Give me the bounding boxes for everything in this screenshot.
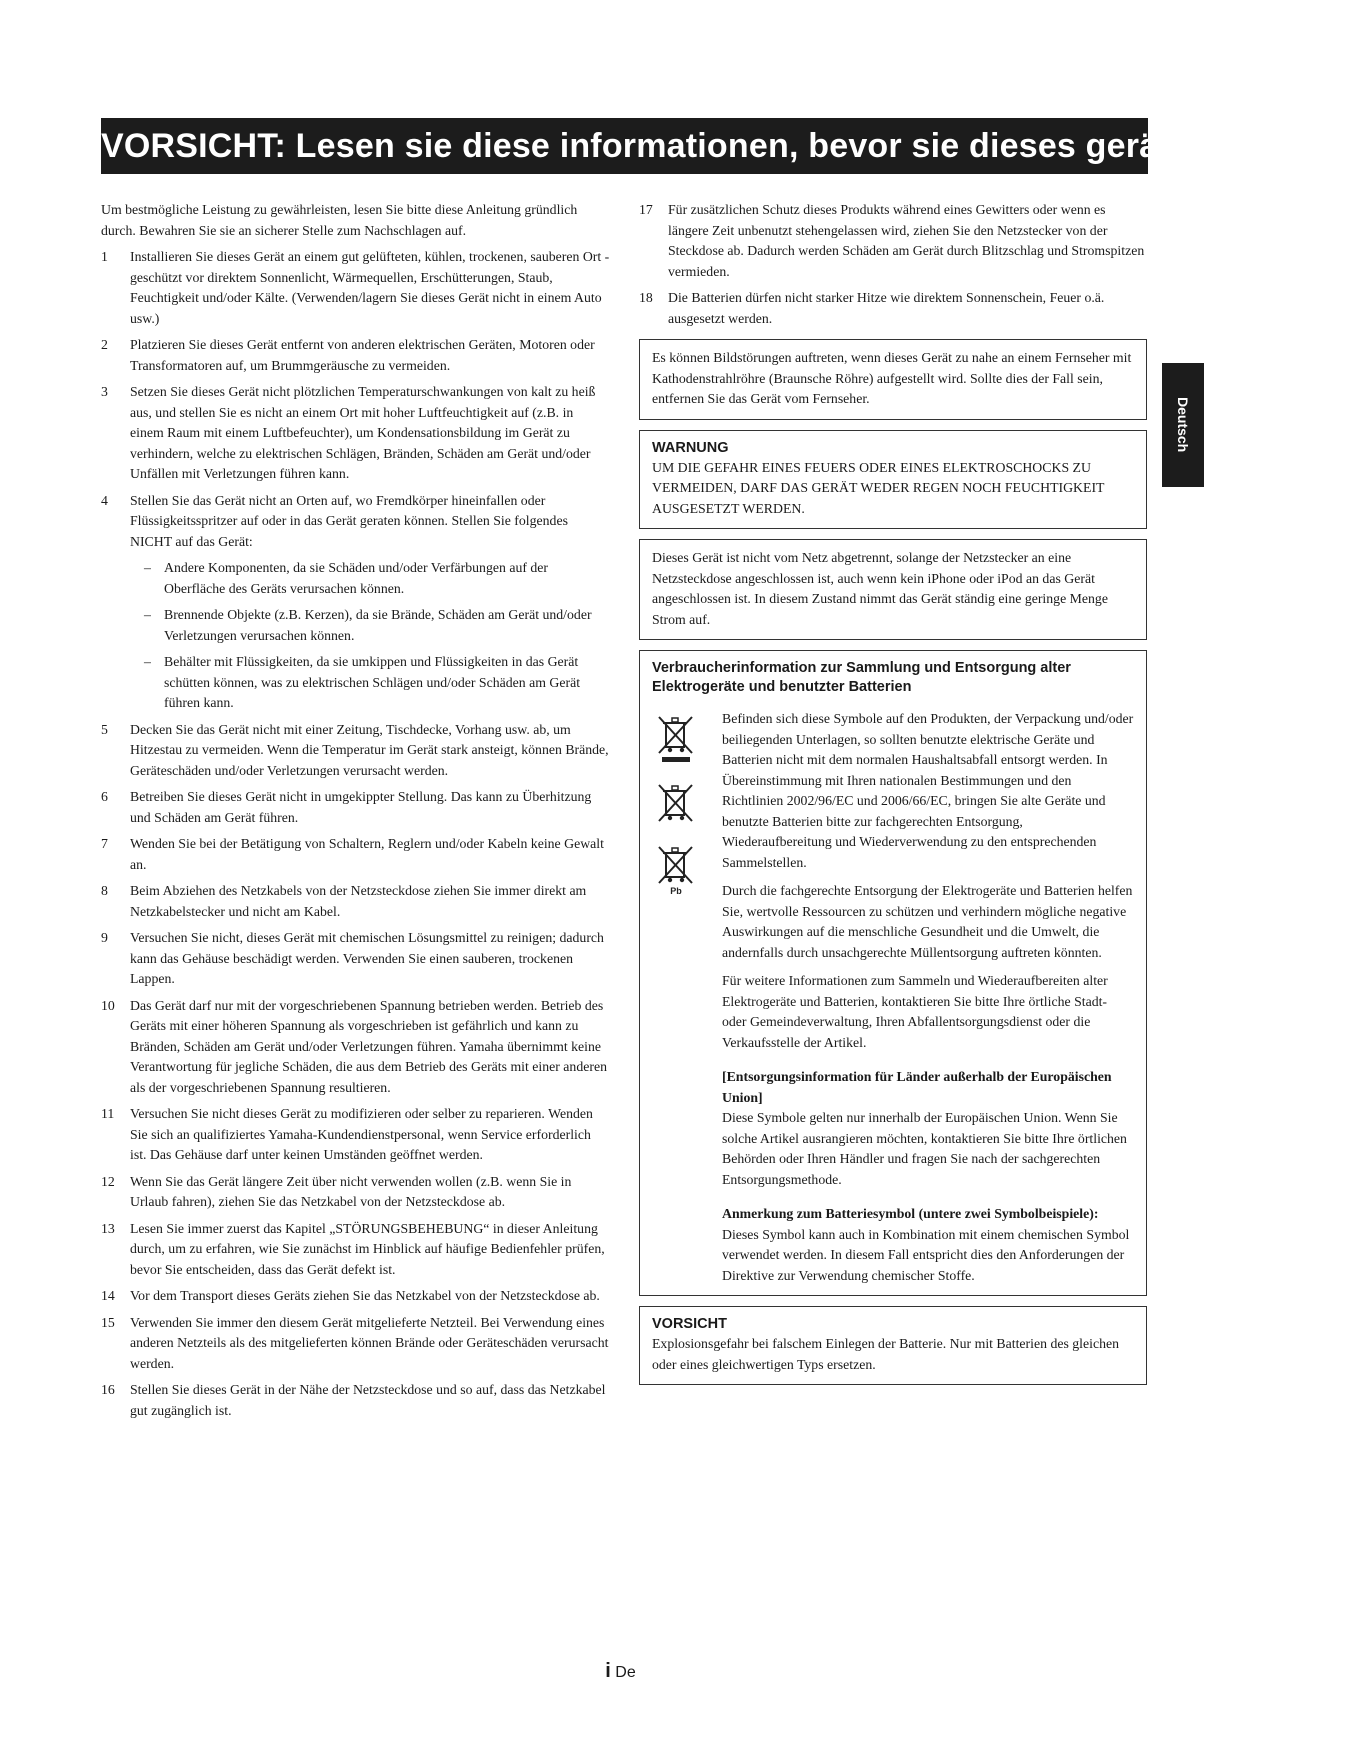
item-number: 7 <box>101 836 108 851</box>
item-number: 2 <box>101 337 108 352</box>
list-item <box>101 247 610 329</box>
item-number: 3 <box>101 384 108 399</box>
item-text: Setzen Sie dieses Gerät nicht plötzlichen Temperaturschwankungen von kalt zu heiß aus, und stellen Sie es nicht an einem Ort mit hoher Luftfeuchtigkeit auf (z.B. in einem Raum mit einem Luftbefeuchter), um Kondensationsbildung im Gerät zu verhindern, welche zu elektrischen Schlägen, Bränden, Schäden am Gerät und/oder Unfällen mit Verletzungen führen kann. <box>130 384 596 481</box>
crossed-bin-battery-icon <box>654 779 698 829</box>
item-number: 1 <box>101 249 108 264</box>
item-number: 9 <box>101 930 108 945</box>
sub-item-text: Andere Komponenten, da sie Schäden und/oder Verfärbungen auf der Oberfläche des Geräts verursachen können. <box>164 560 549 596</box>
list-item <box>101 1313 610 1375</box>
warning-text: UM DIE GEFAHR EINES FEUERS ODER EINES ELEKTROSCHOCKS ZU VERMEIDEN, DARF DAS GERÄT WEDER REGEN NOCH FEUCHTIGKEIT AUSGESETZT WERDEN. <box>652 459 1105 516</box>
warning-heading: WARNUNG <box>652 439 729 456</box>
item-number: 4 <box>101 492 108 508</box>
list-item <box>101 1172 610 1213</box>
weee-symbols <box>652 709 722 1286</box>
item-text: Beim Abziehen des Netzkabels von der Netzsteckdose ziehen Sie immer direkt am Netzkabelstecker und nicht am Kabel. <box>130 883 587 919</box>
list-item <box>639 200 1147 282</box>
sub-list-item: – Andere Komponenten, da sie Schäden und/oder Verfärbungen auf der Oberfläche des Geräts verursachen können. <box>144 560 549 596</box>
pb-label: Pb <box>670 886 682 896</box>
item-text: Für zusätzlichen Schutz dieses Produkts während eines Gewitters oder wenn es längere Zeit unbenutzt stehengelassen wird, ziehen Sie den Netzstecker von der Steckdose ab. Dadurch werden Schäden am Gerät durch Blitzschlag und Stromspitzen vermieden. <box>668 202 1145 279</box>
battery-symbol-text: Dieses Symbol kann auch in Kombination mit einem chemischen Symbol verwendet werden. In diesem Fall entspricht dies den Anforderungen der Direktive zur Verwendung chemischer Stoffe. <box>722 1226 1130 1283</box>
disposal-heading: Verbraucherinformation zur Sammlung und Entsorgung alter Elektrogeräte und benutzter Batterien <box>652 660 1071 695</box>
tv-interference-box <box>639 339 1147 420</box>
sub-list <box>140 558 610 714</box>
item-text: Die Batterien dürfen nicht starker Hitze wie direktem Sonnenschein, Feuer o.ä. ausgesetzt werden. <box>668 290 1105 326</box>
item-number: 8 <box>101 883 108 898</box>
disposal-text <box>722 709 1134 1286</box>
disposal-box <box>639 650 1147 1296</box>
right-column <box>639 200 1147 1395</box>
list-item <box>101 996 610 1099</box>
item-number: 18 <box>639 290 653 305</box>
disposal-paragraph: Für weitere Informationen zum Sammeln und Wiederaufbereiten alter Elektrogeräte und Batterien, kontaktieren Sie bitte Ihre örtliche Stadt- oder Gemeindeverwaltung, Ihren Abfallentsorgungsdienst oder die Verkaufsstelle der Artikel. <box>722 973 1108 1050</box>
caution-heading: VORSICHT <box>652 1316 727 1332</box>
language-tab: Deutsch <box>1162 363 1204 487</box>
battery-symbol-heading: Anmerkung zum Batteriesymbol (untere zwei Symbolbeispiele): <box>722 1206 1099 1221</box>
item-number: 11 <box>101 1106 115 1121</box>
item-number: 17 <box>639 202 653 217</box>
warning-box <box>639 430 1147 530</box>
item-text: Wenn Sie das Gerät längere Zeit über nicht verwenden wollen (z.B. wenn Sie in Urlaub fahren), ziehen Sie das Netzkabel von der Netzsteckdose ab. <box>130 1173 572 1209</box>
item-number: 10 <box>101 997 115 1013</box>
item-number: 6 <box>101 789 108 804</box>
list-item <box>101 1286 610 1307</box>
power-notice-box <box>639 539 1147 640</box>
item-text: Stellen Sie das Gerät nicht an Orten auf, wo Fremdkörper hineinfallen oder Flüssigkeitsspritzer auf oder in das Gerät geraten können. Stellen Sie folgendes NICHT auf das Gerät: <box>130 492 568 549</box>
list-item <box>101 1104 610 1166</box>
item-text: Decken Sie das Gerät nicht mit einer Zeitung, Tischdecke, Vorhang usw. ab, um Hitzestau zu vermeiden. Wenn die Temperatur im Gerät stark ansteigt, können Brände, Geräteschäden und/oder Verletzungen verursacht werden. <box>130 721 609 778</box>
page-title: VORSICHT: Lesen sie diese informationen, bevor sie dieses gerät verwenden. <box>101 118 1148 174</box>
item-text: Installieren Sie dieses Gerät an einem gut gelüfteten, kühlen, trockenen, sauberen Ort - geschützt vor direktem Sonnenlicht, Wärmequellen, Erschütterungen, Staub, Feuchtigkeit und/oder Kälte. (Verwenden/lagern Sie dieses Gerät nicht in einem Auto usw.) <box>130 249 610 326</box>
list-item <box>639 288 1147 329</box>
list-item <box>101 834 610 875</box>
list-item <box>101 881 610 922</box>
outside-eu-text: Diese Symbole gelten nur innerhalb der Europäischen Union. Wenn Sie solche Artikel ausrangieren möchten, kontaktieren Sie bitte Ihre örtlichen Behörden oder Ihren Händler und fragen Sie nach der sachgerechten Entsorgungsmethode. <box>722 1110 1127 1187</box>
sub-item-text: Behälter mit Flüssigkeiten, da sie umkippen und Flüssigkeiten in das Gerät schütten können, was zu elektrischen Schlägen und/oder Schäden am Gerät führen kann. <box>164 654 581 710</box>
item-text: Vor dem Transport dieses Geräts ziehen Sie das Netzkabel von der Netzsteckdose ab. <box>130 1288 600 1303</box>
sub-list-item: – Brennende Objekte (z.B. Kerzen), da sie Brände, Schäden am Gerät und/oder Verletzungen verursachen können. <box>144 607 592 643</box>
item-number: 12 <box>101 1173 115 1189</box>
item-text: Stellen Sie dieses Gerät in der Nähe der Netzsteckdose und so auf, dass das Netzkabel gut zugänglich ist. <box>130 1382 606 1418</box>
item-number: 16 <box>101 1382 115 1397</box>
item-text: Versuchen Sie nicht, dieses Gerät mit chemischen Lösungsmittel zu reinigen; dadurch kann das Gehäuse beschädigt werden. Verwenden Sie einen sauberen, trockenen Lappen. <box>130 930 604 986</box>
list-item <box>101 335 610 376</box>
list-item <box>101 382 610 485</box>
crossed-bin-pb-icon <box>654 845 698 895</box>
caution-box <box>639 1306 1147 1385</box>
left-column <box>101 200 610 1427</box>
list-item <box>101 928 610 990</box>
power-notice-text: Dieses Gerät ist nicht vom Netz abgetrennt, solange der Netzstecker an eine Netzsteckdose angeschlossen ist, auch wenn kein iPhone oder iPod an das Gerät angeschlossen ist. In diesem Zustand nimmt das Gerät ständig eine geringe Menge Strom auf. <box>652 550 1108 627</box>
list-item <box>101 1380 610 1421</box>
crossed-bin-icon <box>654 713 698 763</box>
list-item <box>101 787 610 828</box>
disposal-paragraph: Befinden sich diese Symbole auf den Produkten, der Verpackung und/oder beiliegenden Unterlagen, so sollten benutzte elektrische Geräte und Batterien nicht mit dem normalen Haushaltsabfall entsorgt werden. In Übereinstimmung mit Ihren nationalen Bestimmungen und den Richtlinien 2002/96/EC und 2006/66/EC, bringen Sie alte Geräte und benutzte Batterien bitte zur fachgerechten Entsorgung, Wiederaufbereitung und Wiederverwendung zu den entsprechenden Sammelstellen. <box>722 711 1134 870</box>
item-text: Betreiben Sie dieses Gerät nicht in umgekippter Stellung. Das kann zu Überhitzung und Schäden am Gerät führen. <box>130 789 592 825</box>
intro-text: Um bestmögliche Leistung zu gewährleisten, lesen Sie bitte diese Anleitung gründlich durch. Bewahren Sie sie an sicherer Stelle zum Nachschlagen auf. <box>101 202 578 238</box>
sub-item-text: Brennende Objekte (z.B. Kerzen), da sie Brände, Schäden am Gerät und/oder Verletzungen verursachen können. <box>164 607 592 643</box>
page-index: i <box>605 1660 611 1682</box>
item-text: Lesen Sie immer zuerst das Kapitel „STÖRUNGSBEHEBUNG“ in dieser Anleitung durch, um zu erfahren, wie Sie zunächst im Hinblick auf häufige Bedienfehler prüfen, bevor Sie entscheiden, dass das Gerät defekt ist. <box>130 1220 605 1277</box>
sub-list-item: – Behälter mit Flüssigkeiten, da sie umkippen und Flüssigkeiten in das Gerät schütten können, was zu elektrischen Schlägen und/oder Schäden am Gerät führen kann. <box>144 654 581 710</box>
item-text: Wenden Sie bei der Betätigung von Schaltern, Reglern und/oder Kabeln keine Gewalt an. <box>130 836 604 872</box>
item-text: Platzieren Sie dieses Gerät entfernt von anderen elektrischen Geräten, Motoren oder Transformatoren auf, um Brummgeräusche zu vermeiden. <box>130 337 595 373</box>
disposal-paragraph: Durch die fachgerechte Entsorgung der Elektrogeräte und Batterien helfen Sie, wertvolle Ressourcen zu schützen und verhindern mögliche negative Auswirkungen auf die menschliche Gesundheit und die Umwelt, die andernfalls durch unsachgerechte Müllentsorgung auftreten könnten. <box>722 883 1133 960</box>
item-number: 13 <box>101 1220 115 1236</box>
tv-interference-text: Es können Bildstörungen auftreten, wenn dieses Gerät zu nahe an einem Fernseher mit Kathodenstrahlröhre (Braunsche Röhre) aufgestellt wird. Sollte dies der Fall sein, entfernen Sie das Gerät vom Fernseher. <box>652 350 1132 406</box>
page-lang: De <box>615 1664 636 1681</box>
list-item <box>101 1219 610 1281</box>
item-text: Verwenden Sie immer den diesem Gerät mitgelieferte Netzteil. Bei Verwendung eines anderen Netzteils als des mitgelieferten können Brände oder Geräteschäden verursacht werden. <box>130 1314 609 1371</box>
item-number: 5 <box>101 721 108 737</box>
item-text: Versuchen Sie nicht dieses Gerät zu modifizieren oder selber zu reparieren. Wenden Sie sich an qualifiziertes Yamaha-Kundendienstpersonal, wenn Service erforderlich ist. Das Gehäuse darf unter keinen Umständen geöffnet werden. <box>130 1106 593 1162</box>
page-number <box>0 1660 1241 1683</box>
item-number: 14 <box>101 1288 115 1303</box>
item-number: 15 <box>101 1314 115 1330</box>
list-item <box>101 720 610 782</box>
caution-text: Explosionsgefahr bei falschem Einlegen der Batterie. Nur mit Batterien des gleichen oder eines gleichwertigen Typs ersetzen. <box>652 1336 1120 1372</box>
list-item <box>101 491 610 714</box>
item-text: Das Gerät darf nur mit der vorgeschriebenen Spannung betrieben werden. Betrieb des Geräts mit einer höheren Spannung als vorgeschrieben ist gefährlich und kann zu Bränden, Schäden am Gerät und/oder Verletzungen führen. Yamaha übernimmt keine Verantwortung für jegliche Schäden, die aus dem Betrieb des Geräts mit einer anderen als der vorgeschriebenen Spannung resultieren. <box>130 997 607 1095</box>
outside-eu-heading: [Entsorgungsinformation für Länder außerhalb der Europäischen Union] <box>722 1069 1112 1105</box>
disposal-content <box>652 709 1134 1286</box>
